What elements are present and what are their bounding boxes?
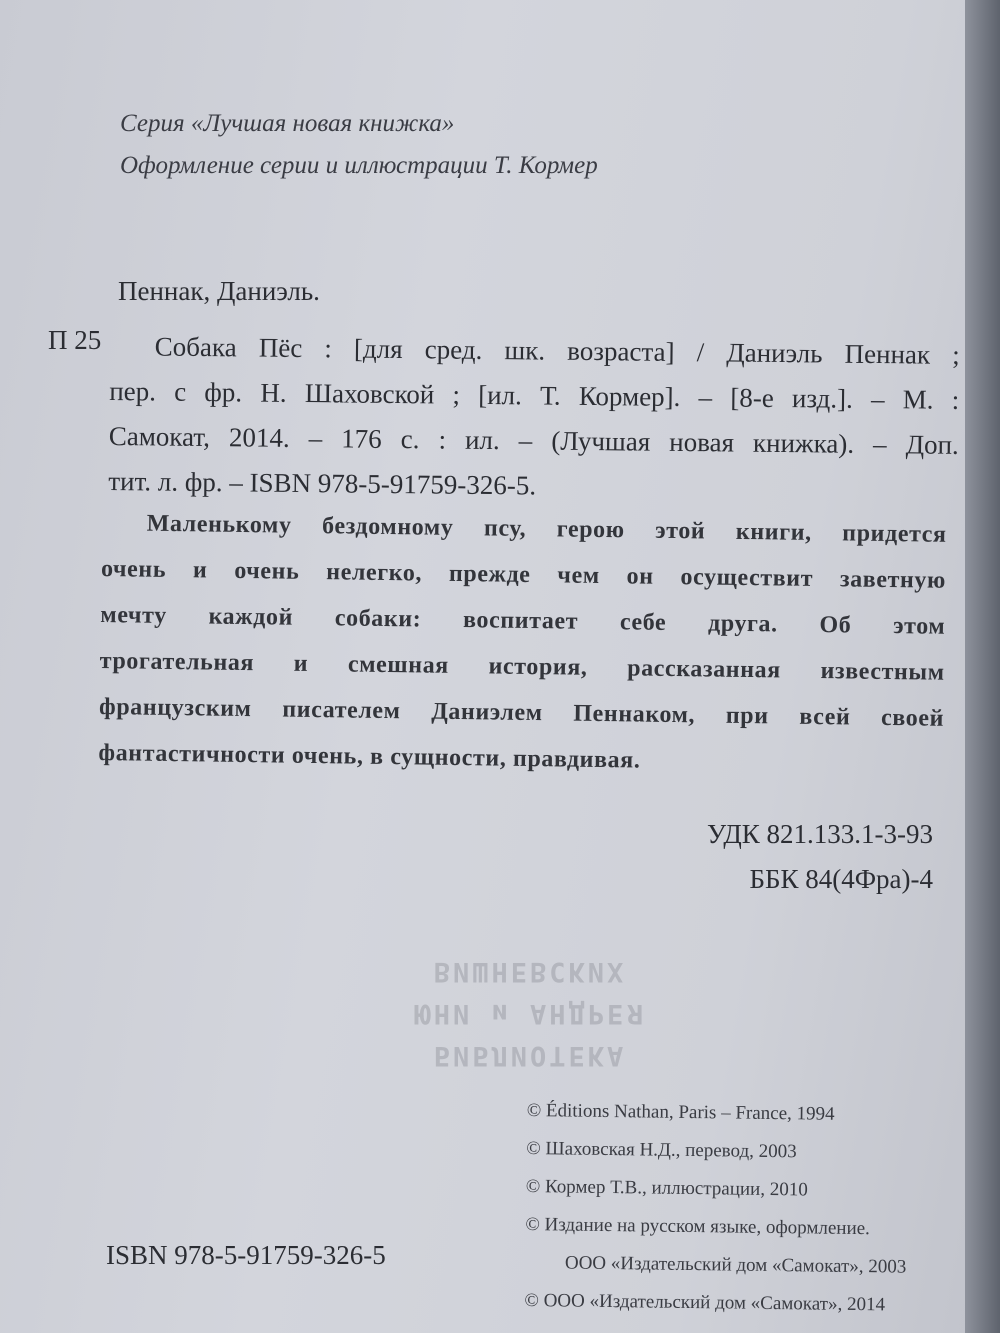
biblio-line: Самокат, 2014. – 176 с. : ил. – (Лучшая новая книжка). – Доп.: [108, 420, 959, 460]
catalog-author: Пеннак, Даниэль.: [118, 276, 320, 306]
annotation-line: мечту каждой собаки: воспитает себе друга. Об этом: [100, 601, 946, 640]
copyright-line: ООО «Издательский дом «Самокат», 2003: [564, 1252, 907, 1278]
stamp-line: ЮНИ и АНДРЕЯ: [414, 998, 646, 1029]
copyright-line: © ООО «Издательский дом «Самокат», 2014: [524, 1289, 886, 1316]
catalog-code: П 25: [48, 325, 102, 355]
bibliographic-record: [108, 324, 960, 513]
annotation-line: трогательная и смешная история, рассказанная известным: [99, 647, 945, 686]
annotation-line: фантастичности очень, в сущности, правдивая.: [98, 739, 641, 774]
copyright-notices: [524, 1092, 967, 1325]
copyright-line: © Шаховская Н.Д., перевод, 2003: [526, 1137, 797, 1163]
page-edge: [965, 0, 1000, 1333]
annotation-line: Маленькому бездомному псу, герою этой книги, придется: [146, 510, 947, 548]
library-stamp-show-through: [395, 950, 665, 1076]
copyright-line: © Éditions Nathan, Paris – France, 1994: [526, 1099, 835, 1125]
series-info: [120, 103, 598, 187]
isbn: ISBN 978-5-91759-326-5: [106, 1240, 386, 1270]
biblio-line: тит. л. фр. – ISBN 978-5-91759-326-5.: [108, 465, 537, 501]
copyright-line: © Кормер Т.В., иллюстрации, 2010: [525, 1175, 808, 1201]
stamp-line: БИБЛИОТЕКА: [433, 1040, 627, 1071]
biblio-line: пер. с фр. Н. Шаховской ; [ил. Т. Кормер]. – [8-е изд.]. – М. :: [109, 375, 960, 415]
series-design-credit: Оформление серии и иллюстрации Т. Кормер: [120, 152, 598, 179]
bbk-code: ББК 84(4Фра)-4: [749, 864, 933, 894]
udk-code: УДК 821.133.1-3-93: [706, 819, 933, 849]
book-annotation: [98, 500, 947, 788]
stamp-line: ВИШНЕВСКИХ: [433, 956, 627, 987]
biblio-line: Собака Пёс : [для сред. шк. возраста] / Даниэль Пеннак ;: [154, 331, 960, 370]
series-title: Серия «Лучшая новая книжка»: [120, 110, 455, 137]
annotation-line: очень и очень нелегко, прежде чем он осуществит заветную: [100, 555, 947, 594]
classification-codes: [707, 812, 933, 902]
copyright-line: © Издание на русском языке, оформление.: [525, 1213, 870, 1240]
annotation-line: французским писателем Даниэлем Пеннаком, при всей своей: [98, 693, 945, 732]
